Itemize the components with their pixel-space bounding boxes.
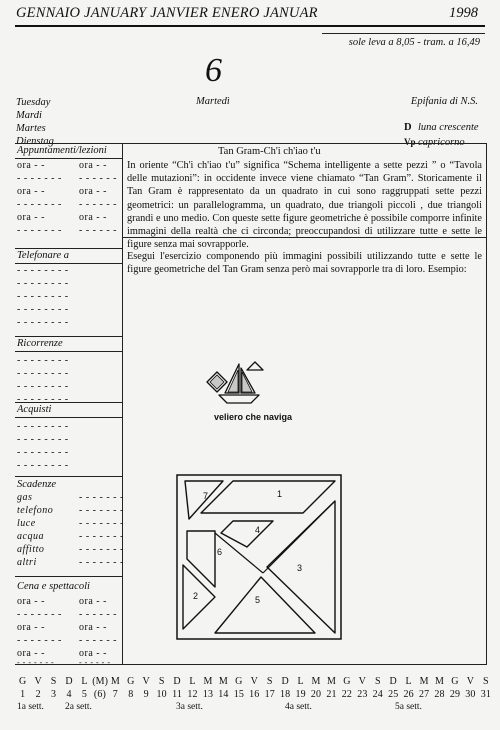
calendar-weekday-letter: V [142, 676, 150, 687]
weekday-fr: Mardi [16, 110, 42, 121]
piece-label-6: 6 [217, 547, 223, 557]
week-label: 4a sett. [285, 702, 312, 712]
exercise-paragraph: Esegui l'esercizio componendo più immagini possibili utilizzando tutte e sette le figure geometriche del Tan Gram senza però mai sovrapporle tra di loro. Esempio: [127, 251, 482, 276]
appointments-rule [15, 158, 122, 159]
calendar-day[interactable]: 20 [310, 689, 322, 700]
calendar-day[interactable]: 28 [434, 689, 445, 700]
calendar-day[interactable]: 26 [403, 689, 414, 700]
week-label: 5a sett. [395, 702, 422, 712]
piece-label-2: 2 [193, 591, 199, 601]
anniversary-row[interactable]: - - - - - - - - [17, 381, 69, 392]
zodiac-label: capricorno [418, 137, 465, 148]
purchase-row[interactable]: - - - - - - - - [17, 434, 69, 445]
week-label: 1a sett. [17, 702, 44, 712]
calendar-day[interactable]: 7 [112, 689, 118, 700]
calendar-weekday-letter: V [466, 676, 475, 687]
calendar-day[interactable]: 29 [449, 689, 461, 700]
calendar-weekday-letter: S [158, 676, 165, 687]
tangram-square-figure [175, 473, 343, 641]
appointments-title: Appuntamenti/lezioni [17, 145, 107, 156]
boat-caption: veliero che naviga [214, 412, 293, 422]
week-label: 2a sett. [65, 702, 92, 712]
calendar-weekday-letter: L [189, 676, 196, 687]
calendar-day[interactable]: 18 [280, 689, 291, 700]
day-number: 6 [205, 52, 222, 89]
calendar-day[interactable]: 25 [388, 689, 399, 700]
calendar-weekday-letter: G [451, 676, 459, 687]
calendar-day[interactable]: 24 [372, 689, 383, 700]
day-weekday-it: Martedì [196, 96, 230, 107]
calendar-day[interactable]: 3 [51, 689, 57, 700]
calendar-day[interactable]: 13 [202, 689, 214, 700]
calendar-weekday-letter: L [81, 676, 88, 687]
phone-row[interactable]: - - - - - - - - [17, 304, 69, 315]
purchases-rule [15, 417, 122, 418]
piece-label-1: 1 [277, 489, 283, 499]
calendar-day[interactable]: 30 [465, 689, 476, 700]
calendar-weekday-letter: S [483, 676, 489, 687]
anniversary-row[interactable]: - - - - - - - - [17, 394, 69, 405]
sun-moon-times: sole leva a 8,05 - tram. a 16,49 [348, 37, 480, 48]
tangram-hull [219, 395, 259, 403]
purchases-title: Acquisti [17, 404, 52, 415]
calendar-day[interactable]: 14 [218, 689, 229, 700]
calendar-day[interactable]: 19 [295, 689, 306, 700]
anniversaries-rule [15, 351, 122, 352]
piece-label-4: 4 [255, 525, 261, 535]
calendar-weekday-letter: M [203, 676, 213, 687]
purchase-row[interactable]: - - - - - - - - [17, 447, 69, 458]
calendar-day[interactable]: 5 [81, 689, 88, 700]
sailboat-tangram-figure [203, 358, 273, 413]
sun-rule [322, 33, 485, 34]
phone-row[interactable]: - - - - - - - - [17, 291, 69, 302]
anniversaries-title: Ricorrenze [17, 338, 63, 349]
calendar-weekday-letter: L [405, 676, 412, 687]
calendar-weekday-letter: D [281, 676, 289, 687]
anniversary-row[interactable]: - - - - - - - - [17, 368, 69, 379]
calendar-weekday-letter: (M) [92, 676, 109, 687]
calendar-weekday-letter: M [110, 676, 120, 687]
weekday-es: Martes [16, 123, 46, 134]
frame-divider [122, 143, 123, 665]
calendar-weekday-letter: S [266, 676, 273, 687]
calendar-weekday-letter: G [19, 676, 27, 687]
calendar-weekday-letter: G [343, 676, 351, 687]
week-label: 3a sett. [176, 702, 203, 712]
piece-label-3: 3 [297, 563, 303, 573]
calendar-weekday-letter: M [435, 676, 445, 687]
dinners-title: Cena e spettacoli [17, 581, 90, 592]
calendar-day[interactable]: 12 [187, 689, 198, 700]
piece-label-7: 7 [203, 491, 209, 501]
calendar-weekday-letter: D [65, 676, 73, 687]
phone-row[interactable]: - - - - - - - - [17, 317, 69, 328]
dinners-top-rule [15, 576, 122, 577]
calendar-weekday-letter: V [358, 676, 366, 687]
deadlines-top-rule [15, 476, 122, 477]
phone-top-rule [15, 248, 122, 249]
phone-title: Telefonare a [17, 250, 70, 261]
calendar-day[interactable]: 1 [20, 689, 26, 700]
deadlines-title: Scadenze [17, 479, 57, 490]
calendar-day[interactable]: 15 [233, 689, 244, 700]
weekday-de: Dienstag [16, 136, 54, 147]
content-top-rule [122, 143, 487, 144]
calendar-day[interactable]: 17 [264, 689, 275, 700]
moon-phase-label: luna crescente [418, 122, 479, 133]
calendar-day[interactable]: 9 [143, 689, 149, 700]
calendar-weekday-letter: D [173, 676, 181, 687]
calendar-weekday-letter: S [374, 676, 381, 687]
moon-icon: D [404, 122, 412, 133]
calendar-weekday-letter: V [34, 676, 42, 687]
weekdays-translations [16, 96, 54, 148]
header-rule [15, 25, 485, 27]
calendar-weekday-letter: G [127, 676, 135, 687]
tangram-flag [247, 362, 263, 370]
calendar-weekday-letter: D [389, 676, 397, 687]
calendar-weekday-letter: M [326, 676, 336, 687]
phone-rule [15, 263, 122, 264]
calendar-day[interactable]: 31 [480, 689, 491, 700]
purchase-row[interactable]: - - - - - - - - [17, 421, 69, 432]
anniversaries-top-rule [15, 336, 122, 337]
purchases-top-rule [15, 402, 122, 403]
calendar-day[interactable]: 16 [249, 689, 260, 700]
capricorn-icon: Vp [404, 137, 416, 147]
calendar-weekday-letter: S [50, 676, 57, 687]
holiday: Epifania di N.S. [410, 96, 478, 107]
calendar-weekday-letter: G [235, 676, 243, 687]
calendar-weekday-letter: M [311, 676, 321, 687]
frame-right [486, 143, 487, 665]
sail-right-shade [242, 372, 252, 392]
purchase-row[interactable]: - - - - - - - - [17, 460, 69, 471]
calendar-day[interactable]: 4 [66, 689, 72, 700]
calendar-day[interactable]: 27 [418, 689, 430, 700]
sail-left-shade [228, 370, 238, 392]
calendar-day[interactable]: 10 [156, 689, 167, 700]
calendar-weekday-letter: L [297, 676, 304, 687]
phone-row[interactable]: - - - - - - - - [17, 278, 69, 289]
header-months: GENNAIO JANUARY JANVIER ENERO JANUAR [16, 5, 318, 21]
calendar-day[interactable]: 11 [172, 689, 183, 700]
calendar-weekday-letter: M [218, 676, 228, 687]
content-title: Tan Gram-Ch'i ch'iao t'u [218, 146, 321, 157]
calendar-day[interactable]: 23 [357, 689, 368, 700]
calendar-day[interactable]: 2 [35, 689, 41, 700]
moon-phase [404, 122, 479, 133]
calendar-weekday-letters [15, 676, 494, 687]
calendar-day[interactable]: 8 [128, 689, 134, 700]
calendar-day[interactable]: (6) [93, 689, 106, 700]
calendar-day[interactable]: 22 [341, 689, 352, 700]
piece-label-5: 5 [255, 595, 261, 605]
calendar-weekday-letter: M [419, 676, 429, 687]
weekday-en: Tuesday [16, 97, 51, 108]
intro-paragraph: In oriente “Ch'i ch'iao t'u” significa “Schema intelligente a sette pezzi ” o “Tavola delle mutazioni”: in occidente invece viene chiamato “Tan Gram”. Storicamente il Tan Gram è rappresentato da un quadrato in cui sono raggruppati sette pezzi geometrici: un parallelogramma, un quadrato, due triangoli piccoli , due triangoli grandi e uno medio. Con queste sette figure geometriche è possibile comporre infinite immagini della realtà che ci circonda; preoccupandosi di utilizzare tutte e sette le figure senza mai sovrapporle. [127, 160, 482, 251]
anniversary-row[interactable]: - - - - - - - - [17, 355, 69, 366]
calendar-day-numbers [15, 689, 494, 700]
calendar-weekday-letter: V [250, 676, 258, 687]
content-bottom-rule [122, 664, 487, 665]
header-year: 1998 [449, 5, 478, 21]
calendar-day[interactable]: 21 [326, 689, 337, 700]
phone-row[interactable]: - - - - - - - - [17, 265, 69, 276]
